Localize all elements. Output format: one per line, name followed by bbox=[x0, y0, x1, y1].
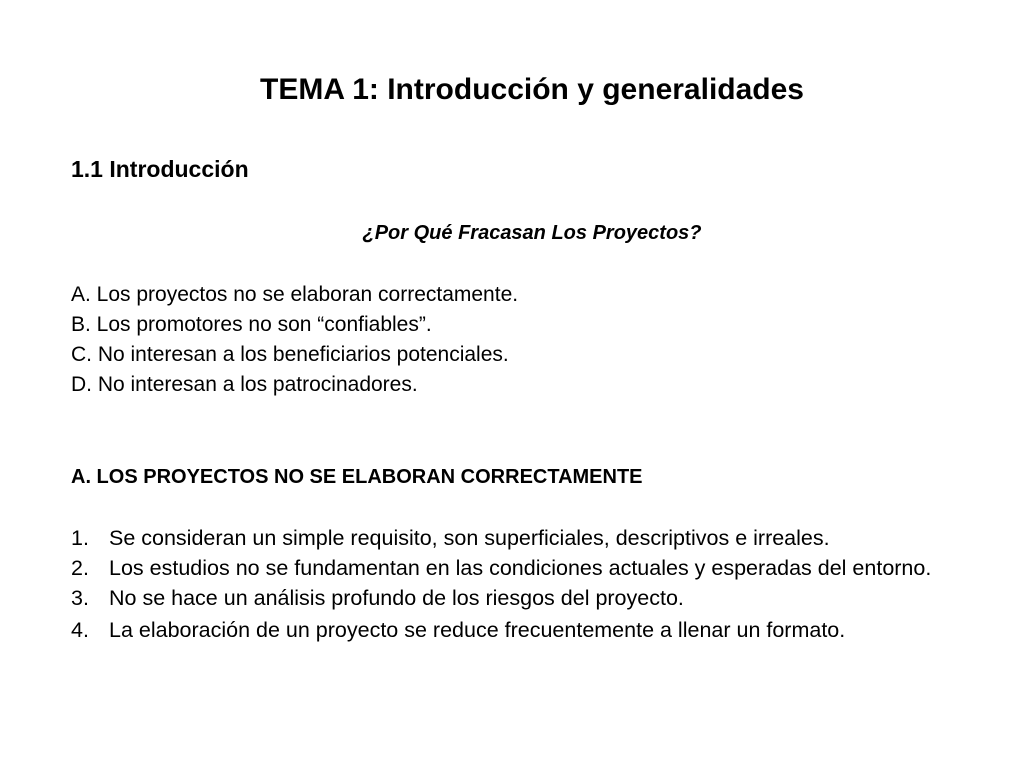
point-item-2 bbox=[71, 553, 1001, 583]
slide-title: TEMA 1: Introducción y generalidades bbox=[260, 73, 804, 106]
point-text: Los estudios no se fundamentan en las condiciones actuales y esperadas del entorno. bbox=[109, 556, 932, 580]
point-text: Se consideran un simple requisito, son superficiales, descriptivos e irreales. bbox=[109, 526, 830, 550]
point-item-3 bbox=[71, 583, 1001, 613]
point-text: La elaboración de un proyecto se reduce frecuentemente a llenar un formato. bbox=[109, 618, 846, 642]
section-heading: 1.1 Introducción bbox=[71, 156, 249, 182]
reason-item-b: B. Los promotores no son “confiables”. bbox=[71, 313, 432, 336]
point-number: 2. bbox=[71, 556, 89, 580]
subsection-heading: A. LOS PROYECTOS NO SE ELABORAN CORRECTAMENTE bbox=[71, 466, 643, 488]
point-number: 3. bbox=[71, 586, 89, 610]
point-number: 1. bbox=[71, 526, 89, 550]
reason-item-d: D. No interesan a los patrocinadores. bbox=[71, 373, 418, 396]
reason-item-a: A. Los proyectos no se elaboran correctamente. bbox=[71, 283, 519, 306]
question-heading: ¿Por Qué Fracasan Los Proyectos? bbox=[362, 222, 702, 244]
reason-item-c: C. No interesan a los beneficiarios potenciales. bbox=[71, 343, 509, 366]
reasons-list bbox=[71, 280, 518, 400]
point-item-4 bbox=[71, 615, 1001, 645]
point-text: No se hace un análisis profundo de los riesgos del proyecto. bbox=[109, 586, 684, 610]
point-number: 4. bbox=[71, 618, 89, 642]
point-item-1 bbox=[71, 523, 1001, 553]
points-list bbox=[71, 523, 1001, 645]
